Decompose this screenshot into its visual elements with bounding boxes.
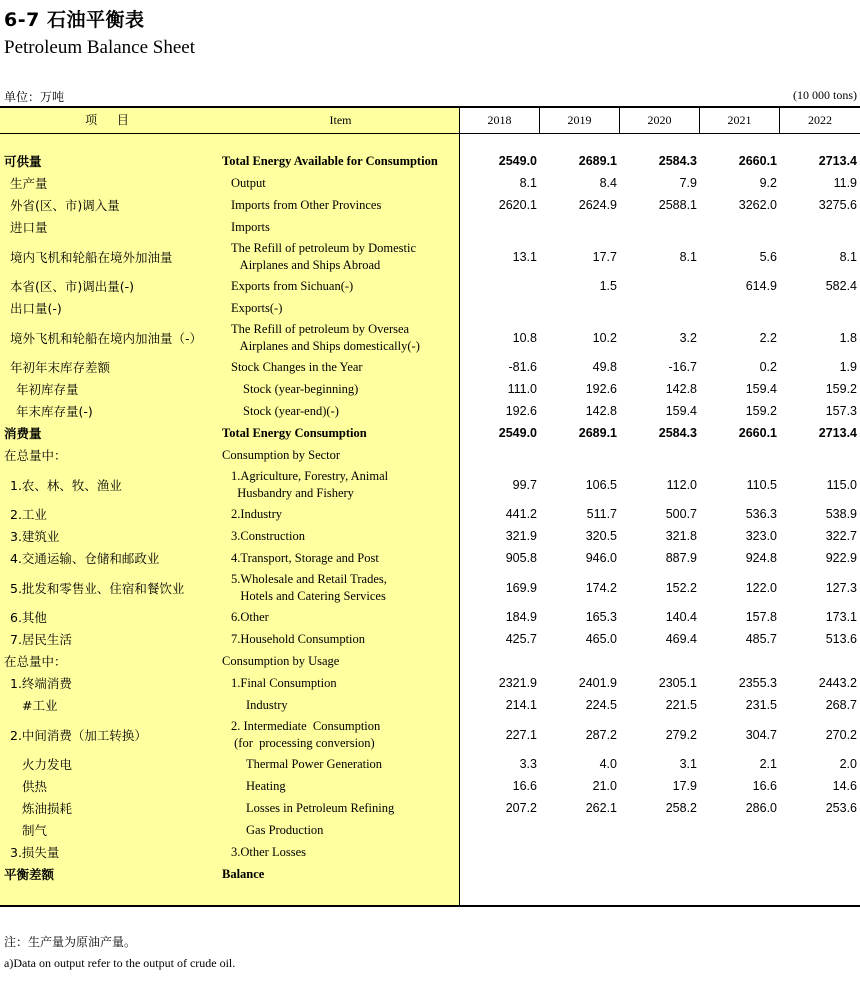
row-label-zh: 5.批发和零售业、住宿和餐饮业 — [10, 580, 185, 596]
value-cell: 111.0 — [507, 382, 537, 396]
row-label-en: The Refill of petroleum by Domestic Airplanes and Ships Abroad — [231, 240, 417, 272]
value-cell: 14.6 — [832, 779, 857, 793]
value-cell: 127.3 — [825, 580, 857, 595]
table-row — [0, 238, 860, 275]
row-label-zh: 生产量 — [10, 176, 48, 191]
value-cell: 3.1 — [679, 757, 697, 771]
table-row — [0, 672, 860, 694]
row-label-zh: 外省(区、市)调入量 — [10, 198, 120, 213]
value-cell: 3.3 — [519, 757, 537, 771]
value-cell: 2584.3 — [658, 426, 697, 440]
value-cell: 142.8 — [585, 404, 617, 418]
value-cell: 262.1 — [585, 801, 617, 815]
value-cell: 2713.4 — [818, 154, 857, 168]
table-row — [0, 444, 860, 466]
table-row — [0, 694, 860, 716]
value-cell: 441.2 — [505, 507, 537, 521]
row-label-zh: 出口量(-) — [10, 301, 62, 316]
value-cell: 10.2 — [592, 330, 617, 345]
value-cell: 500.7 — [665, 507, 697, 521]
value-cell: 224.5 — [585, 698, 617, 712]
value-cell: 582.4 — [825, 279, 857, 293]
row-label-en: Heating — [246, 778, 286, 793]
table-row — [0, 863, 860, 885]
value-cell: 17.9 — [672, 779, 697, 793]
value-cell: 253.6 — [825, 801, 857, 815]
row-label-zh: 制气 — [22, 823, 48, 838]
row-label-en: Consumption by Usage — [222, 653, 340, 668]
value-cell: 159.2 — [745, 404, 777, 418]
row-label-en: 2.Industry — [231, 506, 283, 521]
table-row — [0, 356, 860, 378]
value-cell: 2620.1 — [498, 198, 537, 212]
row-label-zh: 本省(区、市)调出量(-) — [10, 279, 135, 294]
value-cell: 17.7 — [592, 249, 617, 264]
header-year: 2022 — [808, 113, 832, 127]
row-label-en: 1.Final Consumption — [231, 675, 337, 690]
row-label-zh: 2.工业 — [10, 507, 47, 522]
row-label-en: Stock (year-end)(-) — [243, 403, 339, 418]
row-label-en: Imports — [231, 219, 270, 234]
value-cell: 2588.1 — [658, 198, 697, 212]
table-row — [0, 400, 860, 422]
row-label-zh: 1.农、林、牧、渔业 — [10, 477, 122, 493]
row-label-zh: 炼油损耗 — [22, 801, 73, 816]
value-cell: 287.2 — [585, 727, 617, 742]
unit-label-en: (10 000 tons) — [793, 88, 857, 102]
row-label-zh: 境内飞机和轮船在境外加油量 — [10, 249, 173, 265]
row-label-zh: 4.交通运输、仓储和邮政业 — [10, 551, 160, 566]
table-row — [0, 297, 860, 319]
table-row — [0, 194, 860, 216]
value-cell: 425.7 — [505, 632, 537, 646]
value-cell: 221.5 — [665, 698, 697, 712]
row-label-en: 4.Transport, Storage and Post — [231, 550, 379, 565]
row-label-zh: 境外飞机和轮船在境内加油量（-） — [10, 330, 203, 346]
value-cell: 157.8 — [745, 610, 777, 624]
value-cell: 2355.3 — [738, 676, 777, 690]
value-cell: 173.1 — [825, 610, 857, 624]
value-cell: 513.6 — [825, 632, 857, 646]
value-cell: 112.0 — [666, 477, 697, 492]
row-label-en: 3.Construction — [231, 528, 305, 543]
value-cell: 152.2 — [665, 580, 697, 595]
value-cell: 2.2 — [759, 330, 777, 345]
value-cell: 4.0 — [599, 757, 617, 771]
value-cell: 322.7 — [825, 529, 857, 543]
value-cell: 207.2 — [505, 801, 537, 815]
row-label-en: The Refill of petroleum by Oversea Airplanes and Ships domestically(-) — [231, 321, 420, 353]
value-cell: 16.6 — [512, 779, 537, 793]
table-row — [0, 525, 860, 547]
value-cell: 159.4 — [665, 404, 697, 418]
row-label-zh: 3.损失量 — [10, 845, 60, 860]
value-cell: 49.8 — [592, 360, 617, 374]
value-cell: 16.6 — [752, 779, 777, 793]
value-cell: 1.9 — [839, 360, 857, 374]
value-cell: 538.9 — [825, 507, 857, 521]
row-label-en: 5.Wholesale and Retail Trades, Hotels and Catering Services — [231, 571, 387, 603]
table-row — [0, 650, 860, 672]
note-zh: 注：生产量为原油产量。 — [4, 935, 137, 949]
row-label-zh: 2.中间消费（加工转换） — [10, 727, 147, 743]
value-cell: 2321.9 — [498, 676, 537, 690]
row-label-en: Stock Changes in the Year — [231, 359, 363, 374]
value-cell: 2305.1 — [658, 676, 697, 690]
row-label-en: Imports from Other Provinces — [231, 197, 382, 212]
value-cell: 0.2 — [759, 360, 777, 374]
value-cell: 8.1 — [519, 176, 537, 190]
row-label-zh: 火力发电 — [22, 757, 73, 772]
row-label-zh: 年末库存量(-) — [16, 404, 93, 419]
row-label-en: Consumption by Sector — [222, 447, 341, 462]
row-label-en: Gas Production — [246, 822, 324, 837]
row-label-zh: 供热 — [22, 779, 48, 794]
header-year: 2019 — [567, 113, 592, 127]
value-cell: 169.9 — [505, 580, 537, 595]
value-cell: 3275.6 — [818, 198, 857, 212]
table-row — [0, 466, 860, 503]
value-cell: 214.1 — [505, 698, 537, 712]
table-row — [0, 716, 860, 753]
value-cell: 2.1 — [759, 757, 777, 771]
table-row — [0, 569, 860, 606]
row-label-zh: 消费量 — [4, 426, 42, 441]
row-label-en: Total Energy Available for Consumption — [222, 153, 438, 168]
value-cell: 321.9 — [505, 529, 537, 543]
row-label-zh: 进口量 — [10, 220, 48, 235]
value-cell: 905.8 — [505, 551, 537, 565]
value-cell: 231.5 — [745, 698, 777, 712]
header-year: 2018 — [487, 113, 512, 127]
value-cell: 304.7 — [745, 727, 777, 742]
value-cell: -16.7 — [668, 360, 697, 374]
value-cell: 165.3 — [585, 610, 617, 624]
value-cell: 159.2 — [825, 382, 857, 396]
value-cell: 11.9 — [833, 176, 857, 190]
value-cell: 2.0 — [839, 757, 857, 771]
value-cell: 184.9 — [505, 610, 537, 624]
table-row — [0, 216, 860, 238]
value-cell: 174.2 — [585, 580, 617, 595]
value-cell: 142.8 — [665, 382, 697, 396]
row-label-zh: 平衡差额 — [4, 867, 55, 882]
value-cell: 270.2 — [825, 727, 857, 742]
value-cell: 321.8 — [665, 529, 697, 543]
value-cell: 1.5 — [599, 279, 617, 293]
table-row — [0, 422, 860, 444]
value-cell: 192.6 — [505, 404, 537, 418]
row-label-en: 3.Other Losses — [231, 844, 306, 859]
table-row — [0, 819, 860, 841]
row-label-en: Industry — [246, 697, 288, 712]
table-row — [0, 275, 860, 297]
table-row — [0, 841, 860, 863]
value-cell: 3262.0 — [738, 198, 777, 212]
row-label-en: Balance — [222, 866, 265, 881]
value-cell: 465.0 — [585, 632, 617, 646]
row-label-zh: 7.居民生活 — [10, 632, 72, 647]
value-cell: 536.3 — [745, 507, 777, 521]
unit-label-zh: 单位：万吨 — [4, 90, 65, 104]
value-cell: 2443.2 — [818, 676, 857, 690]
table-row — [0, 628, 860, 650]
value-cell: 320.5 — [585, 529, 617, 543]
table-row — [0, 797, 860, 819]
value-cell: 2660.1 — [738, 154, 777, 168]
value-cell: 924.8 — [745, 551, 777, 565]
header-item-en: Item — [329, 113, 352, 127]
row-label-en: Output — [231, 175, 266, 190]
row-label-zh: 3.建筑业 — [10, 529, 60, 544]
row-label-zh: 年初年末库存差额 — [10, 360, 111, 375]
row-label-en: Total Energy Consumption — [222, 425, 367, 440]
table-row — [0, 378, 860, 400]
row-label-zh: 在总量中： — [4, 448, 67, 463]
header-year: 2021 — [727, 113, 752, 127]
value-cell: 106.5 — [585, 477, 617, 492]
note-en: a)Data on output refer to the output of crude oil. — [4, 956, 236, 970]
value-cell: 279.2 — [665, 727, 697, 742]
row-label-zh: 年初库存量 — [16, 382, 79, 397]
value-cell: 192.6 — [585, 382, 617, 396]
value-cell: 21.0 — [592, 779, 617, 793]
value-cell: 614.9 — [745, 279, 777, 293]
value-cell: 2584.3 — [658, 154, 697, 168]
table-body — [0, 150, 860, 885]
row-label-zh: 可供量 — [4, 154, 42, 169]
value-cell: 323.0 — [745, 529, 777, 543]
table-row — [0, 753, 860, 775]
value-cell: 8.4 — [599, 176, 617, 190]
table-row — [0, 606, 860, 628]
value-cell: 10.8 — [512, 330, 537, 345]
value-cell: 140.4 — [665, 610, 697, 624]
table-row — [0, 547, 860, 569]
page-title-en: Petroleum Balance Sheet — [4, 37, 195, 58]
value-cell: 2401.9 — [578, 676, 617, 690]
value-cell: 3.2 — [679, 330, 697, 345]
header-item-zh: 项 目 — [85, 113, 137, 127]
value-cell: 469.4 — [665, 632, 697, 646]
value-cell: 2689.1 — [578, 426, 617, 440]
table-row — [0, 319, 860, 356]
row-label-zh: #工业 — [22, 698, 58, 713]
value-cell: 1.8 — [839, 330, 857, 345]
value-cell: 2549.0 — [498, 426, 537, 440]
value-cell: 110.5 — [746, 477, 777, 492]
row-label-en: Exports(-) — [231, 300, 283, 315]
row-label-zh: 6.其他 — [10, 610, 47, 625]
value-cell: 5.6 — [759, 249, 777, 264]
value-cell: 887.9 — [665, 551, 697, 565]
header-year: 2020 — [647, 113, 672, 127]
value-cell: 286.0 — [745, 801, 777, 815]
value-cell: 2689.1 — [578, 154, 617, 168]
value-cell: 268.7 — [825, 698, 857, 712]
row-label-en: 1.Agriculture, Forestry, Animal Husbandry and Fishery — [231, 468, 389, 500]
value-cell: 122.0 — [745, 580, 777, 595]
table-row — [0, 172, 860, 194]
value-cell: 922.9 — [825, 551, 857, 565]
value-cell: 13.1 — [512, 249, 537, 264]
row-label-en: 6.Other — [231, 609, 269, 624]
table-row — [0, 503, 860, 525]
value-cell: 159.4 — [745, 382, 777, 396]
value-cell: 946.0 — [585, 551, 617, 565]
value-cell: 7.9 — [679, 176, 697, 190]
balance-table — [0, 106, 860, 907]
row-label-en: Thermal Power Generation — [246, 756, 383, 771]
value-cell: 485.7 — [745, 632, 777, 646]
header-rule — [0, 133, 860, 134]
value-cell: 157.3 — [825, 404, 857, 418]
value-cell: 2660.1 — [738, 426, 777, 440]
row-label-zh: 在总量中： — [4, 654, 67, 669]
value-cell: 511.7 — [586, 507, 617, 521]
value-cell: -81.6 — [508, 360, 537, 374]
value-cell: 8.1 — [679, 249, 697, 264]
page-title-zh: 6-7 石油平衡表 — [4, 9, 145, 31]
table-bottom-rule — [0, 905, 860, 907]
value-cell: 8.1 — [839, 249, 857, 264]
value-cell: 2549.0 — [498, 154, 537, 168]
value-cell: 2713.4 — [818, 426, 857, 440]
row-label-zh: 1.终端消费 — [10, 676, 72, 691]
row-label-en: Losses in Petroleum Refining — [246, 800, 395, 815]
value-cell: 227.1 — [505, 727, 537, 742]
row-label-en: Stock (year-beginning) — [243, 381, 359, 396]
value-cell: 99.7 — [512, 477, 537, 492]
table-row — [0, 150, 860, 172]
row-label-en: Exports from Sichuan(-) — [231, 278, 354, 293]
value-cell: 115.0 — [826, 477, 857, 492]
value-cell: 9.2 — [759, 176, 777, 190]
row-label-en: 7.Household Consumption — [231, 631, 366, 646]
table-row — [0, 775, 860, 797]
row-label-en: 2. Intermediate Consumption (for processing conversion) — [231, 718, 381, 750]
value-cell: 258.2 — [665, 801, 697, 815]
value-cell: 2624.9 — [578, 198, 617, 212]
